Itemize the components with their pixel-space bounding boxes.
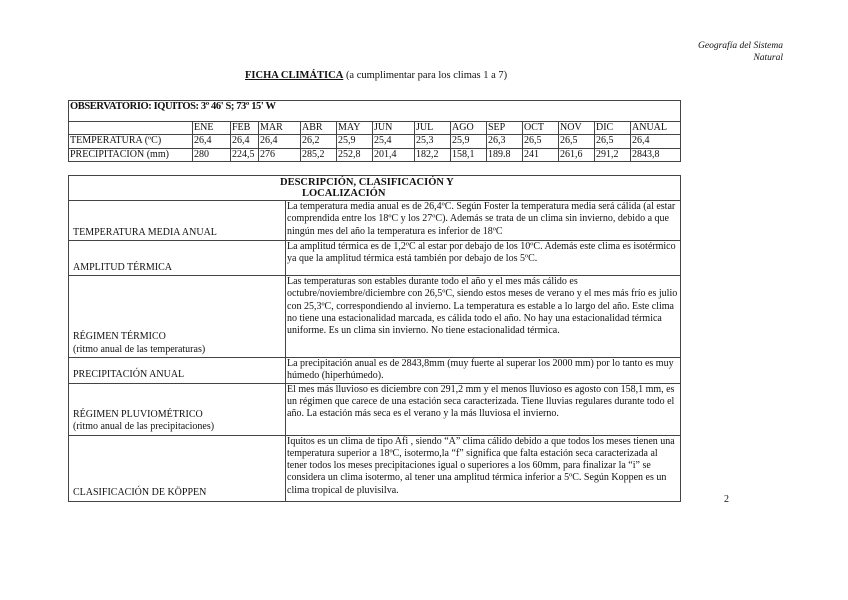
value-cell: 285,2 xyxy=(301,148,337,161)
header-line-1: Geografía del Sistema xyxy=(698,41,783,51)
page-title xyxy=(245,70,507,81)
value-cell: 26,4 xyxy=(193,135,231,148)
precipitation-row xyxy=(69,148,681,161)
month-header: JUL xyxy=(415,122,451,135)
row-text: El mes más lluvioso es diciembre con 291,2 mm y el menos lluvioso es agosto con 158,1 mm, es un régimen que carece de una estación seca caracterizada. Tiene lluvias regulares durante todo el año. La estación más seca es el verano y la más lluviosa el invierno. xyxy=(286,383,681,435)
months-header-row xyxy=(69,122,681,135)
row-label: TEMPERATURA (ºC) xyxy=(69,135,193,148)
row-text: La amplitud térmica es de 1,2ºC al estar por debajo de los 10ºC. Además este clima es isotérmico ya que la amplitud térmica está también por debajo de los 5ºC. xyxy=(286,241,681,276)
row-label-cell xyxy=(69,276,286,358)
value-cell: 26,5 xyxy=(595,135,631,148)
row-label: CLASIFICACIÓN DE KÖPPEN xyxy=(73,487,207,499)
row-text: La precipitación anual es de 2843,8mm (muy fuerte al superar los 2000 mm) por lo tanto es muy húmedo (hiperhúmedo). xyxy=(286,358,681,384)
month-header: SEP xyxy=(487,122,523,135)
month-header: MAR xyxy=(259,122,301,135)
row-label-cell xyxy=(69,241,286,276)
month-header: JUN xyxy=(373,122,415,135)
description-heading xyxy=(69,176,681,201)
row-label: RÉGIMEN PLUVIOMÉTRICO xyxy=(73,409,203,420)
row-text: Las temperaturas son estables durante todo el año y el mes más cálido es octubre/noviembre/diciembre con 26,5ºC, siendo estos meses de verano y el mes más frío es julio con 25,3ºC, correspondiendo al invierno. La temperatura es estable a lo largo del año. Este clima no tiene una estacionalidad marcada, es cálida todo el año. No hay una estacionalidad térmica uniforme. Es un clima sin invierno. No tiene estacionalidad térmica. xyxy=(286,276,681,358)
value-cell: 2843,8 xyxy=(631,148,681,161)
row-label-cell xyxy=(69,201,286,241)
value-cell: 26,4 xyxy=(631,135,681,148)
description-table xyxy=(68,175,681,502)
month-header: MAY xyxy=(337,122,373,135)
description-row xyxy=(69,241,681,276)
row-label-cell xyxy=(69,358,286,384)
value-cell: 25,3 xyxy=(415,135,451,148)
value-cell: 201,4 xyxy=(373,148,415,161)
observatory-cell: OBSERVATORIO: IQUITOS: 3º 46' S; 73º 15' W xyxy=(69,101,681,122)
description-row xyxy=(69,276,681,358)
value-cell: 241 xyxy=(523,148,559,161)
row-sublabel: (ritmo anual de las precipitaciones) xyxy=(73,421,215,433)
value-cell: 26,3 xyxy=(487,135,523,148)
value-cell: 26,4 xyxy=(259,135,301,148)
row-label-cell xyxy=(69,435,286,501)
row-text: La temperatura media anual es de 26,4ºC. Según Foster la temperatura media será cálida (al estar comprendida entre los 18ºC y los 27ºC). Además se trata de un clima sin invierno, debido a que ningún mes del año la temperatura es inferior de 18ºC xyxy=(286,201,681,241)
row-sublabel: (ritmo anual de las temperaturas) xyxy=(73,343,206,355)
value-cell: 224,5 xyxy=(231,148,259,161)
month-header: DIC xyxy=(595,122,631,135)
month-header: ABR xyxy=(301,122,337,135)
value-cell: 26,5 xyxy=(523,135,559,148)
row-label: PRECIPITACIÓN ANUAL xyxy=(73,369,185,381)
month-header: FEB xyxy=(231,122,259,135)
title-bold: FICHA CLIMÁTICA xyxy=(245,70,344,81)
value-cell: 182,2 xyxy=(415,148,451,161)
heading-line-1: DESCRIPCIÓN, CLASIFICACIÓN Y xyxy=(280,177,454,188)
value-cell: 26,4 xyxy=(231,135,259,148)
header-line-2: Natural xyxy=(753,53,783,63)
page-number: 2 xyxy=(724,494,729,505)
description-row xyxy=(69,201,681,241)
description-row xyxy=(69,435,681,501)
month-header: ANUAL xyxy=(631,122,681,135)
row-text: Iquitos es un clima de tipo Afi , siendo “A” clima cálido debido a que todos los meses tienen una temperatura superior a 18ºC, isotermo,la “f” significa que falta estación seca caracterizada al tener todos los meses precipitaciones igual o superiores a los 60mm, para finalizar la “i” se considera un clima isotermo, al tener una amplitud térmica inferior a 5ºC. Según Koppen es un clima tropical de pluvisilva. xyxy=(286,435,681,501)
row-label: AMPLITUD TÉRMICA xyxy=(73,261,172,273)
value-cell: 26,2 xyxy=(301,135,337,148)
month-header: ENE xyxy=(193,122,231,135)
row-label: TEMPERATURA MEDIA ANUAL xyxy=(73,226,217,238)
temperature-row xyxy=(69,135,681,148)
value-cell: 25,4 xyxy=(373,135,415,148)
title-rest: (a cumplimentar para los climas 1 a 7) xyxy=(343,70,508,81)
value-cell: 280 xyxy=(193,148,231,161)
row-label: RÉGIMEN TÉRMICO xyxy=(73,331,166,343)
month-header: OCT xyxy=(523,122,559,135)
value-cell: 291,2 xyxy=(595,148,631,161)
row-label-cell xyxy=(69,383,286,435)
value-cell: 25,9 xyxy=(451,135,487,148)
value-cell: 276 xyxy=(259,148,301,161)
value-cell: 25,9 xyxy=(337,135,373,148)
month-header: AGO xyxy=(451,122,487,135)
empty-cell xyxy=(69,122,193,135)
description-row xyxy=(69,358,681,384)
value-cell: 26,5 xyxy=(559,135,595,148)
value-cell: 189.8 xyxy=(487,148,523,161)
climate-data-table xyxy=(68,100,681,162)
value-cell: 158,1 xyxy=(451,148,487,161)
description-row xyxy=(69,383,681,435)
heading-line-2: LOCALIZACIÓN xyxy=(302,188,386,199)
running-header xyxy=(698,40,783,64)
month-header: NOV xyxy=(559,122,595,135)
value-cell: 261,6 xyxy=(559,148,595,161)
value-cell: 252,8 xyxy=(337,148,373,161)
row-label: PRECIPITACIÓN (mm) xyxy=(69,148,193,161)
